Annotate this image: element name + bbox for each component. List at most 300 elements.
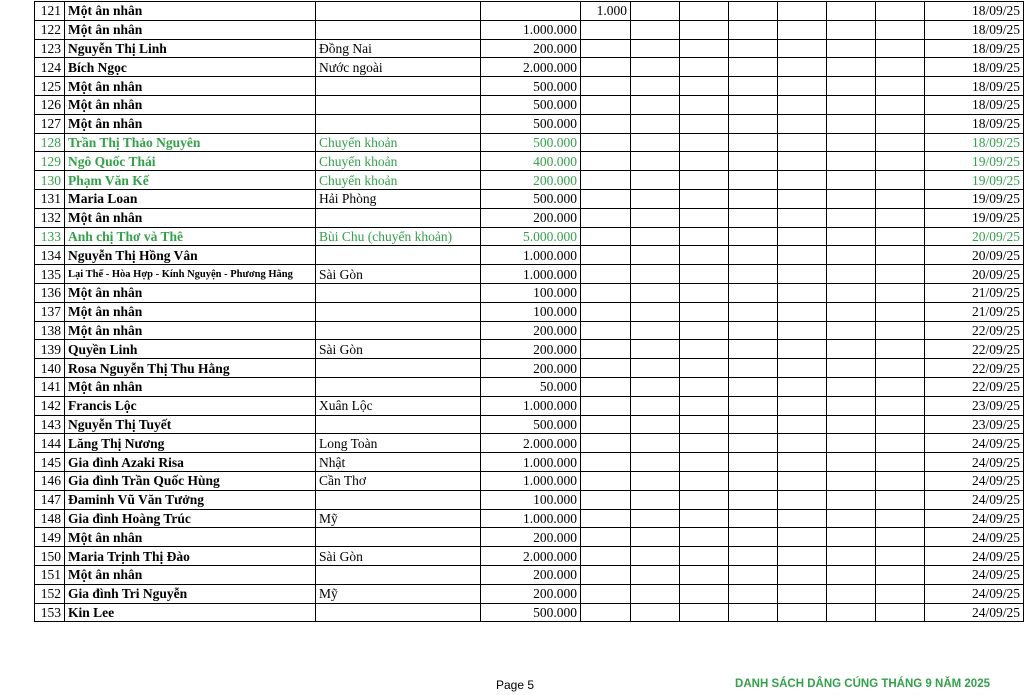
empty-cell <box>680 283 729 302</box>
empty-cell <box>778 246 827 265</box>
empty-cell <box>631 528 680 547</box>
row-number: 144 <box>35 434 65 453</box>
donation-date: 24/09/25 <box>925 490 1024 509</box>
empty-cell <box>827 302 876 321</box>
row-number: 130 <box>35 171 65 190</box>
empty-cell <box>680 603 729 622</box>
donation-date: 18/09/25 <box>925 58 1024 77</box>
amount-vnd: 1.000.000 <box>481 453 581 472</box>
empty-cell <box>631 95 680 114</box>
empty-cell <box>631 603 680 622</box>
donor-place: Cần Thơ <box>316 471 481 490</box>
donation-date: 20/09/25 <box>925 265 1024 284</box>
donor-name: Rosa Nguyễn Thị Thu Hằng <box>65 359 316 378</box>
empty-cell <box>631 396 680 415</box>
row-number: 125 <box>35 77 65 96</box>
row-number: 149 <box>35 528 65 547</box>
empty-cell <box>876 490 925 509</box>
row-number: 140 <box>35 359 65 378</box>
donor-place: Nước ngoài <box>316 58 481 77</box>
empty-cell <box>631 152 680 171</box>
empty-cell <box>680 95 729 114</box>
empty-cell <box>729 133 778 152</box>
donation-date: 24/09/25 <box>925 603 1024 622</box>
empty-cell <box>680 471 729 490</box>
donor-name: Maria Trịnh Thị Đào <box>65 547 316 566</box>
table-row <box>35 77 1024 96</box>
amount-other <box>581 208 631 227</box>
amount-other <box>581 528 631 547</box>
amount-other <box>581 20 631 39</box>
empty-cell <box>778 265 827 284</box>
empty-cell <box>876 171 925 190</box>
donation-date: 22/09/25 <box>925 321 1024 340</box>
empty-cell <box>778 227 827 246</box>
donor-place <box>316 246 481 265</box>
empty-cell <box>876 415 925 434</box>
empty-cell <box>778 208 827 227</box>
empty-cell <box>827 509 876 528</box>
donor-place: Hải Phòng <box>316 189 481 208</box>
row-number: 132 <box>35 208 65 227</box>
empty-cell <box>827 246 876 265</box>
empty-cell <box>729 453 778 472</box>
donation-date: 23/09/25 <box>925 396 1024 415</box>
table-row <box>35 189 1024 208</box>
empty-cell <box>827 39 876 58</box>
donor-place <box>316 603 481 622</box>
empty-cell <box>680 77 729 96</box>
empty-cell <box>729 396 778 415</box>
amount-vnd: 200.000 <box>481 208 581 227</box>
empty-cell <box>729 415 778 434</box>
empty-cell <box>827 152 876 171</box>
donor-name: Maria Loan <box>65 189 316 208</box>
amount-vnd: 200.000 <box>481 39 581 58</box>
empty-cell <box>876 340 925 359</box>
empty-cell <box>778 509 827 528</box>
empty-cell <box>680 2 729 21</box>
empty-cell <box>680 415 729 434</box>
donor-name: Francis Lộc <box>65 396 316 415</box>
empty-cell <box>680 434 729 453</box>
empty-cell <box>778 321 827 340</box>
amount-vnd: 100.000 <box>481 302 581 321</box>
table-row <box>35 246 1024 265</box>
row-number: 136 <box>35 283 65 302</box>
amount-other <box>581 39 631 58</box>
row-number: 147 <box>35 490 65 509</box>
donor-name: Một ân nhân <box>65 77 316 96</box>
empty-cell <box>876 152 925 171</box>
empty-cell <box>876 584 925 603</box>
empty-cell <box>778 58 827 77</box>
donor-name: Một ân nhân <box>65 377 316 396</box>
row-number: 148 <box>35 509 65 528</box>
empty-cell <box>778 152 827 171</box>
empty-cell <box>729 434 778 453</box>
amount-other <box>581 396 631 415</box>
donor-place <box>316 377 481 396</box>
empty-cell <box>827 547 876 566</box>
donor-place: Long Toàn <box>316 434 481 453</box>
row-number: 131 <box>35 189 65 208</box>
donor-place: Chuyển khoản <box>316 133 481 152</box>
empty-cell <box>778 603 827 622</box>
empty-cell <box>729 39 778 58</box>
empty-cell <box>778 302 827 321</box>
empty-cell <box>827 2 876 21</box>
donor-name: Gia đình Tri Nguyễn <box>65 584 316 603</box>
amount-other <box>581 584 631 603</box>
row-number: 142 <box>35 396 65 415</box>
empty-cell <box>631 265 680 284</box>
row-number: 138 <box>35 321 65 340</box>
empty-cell <box>631 114 680 133</box>
row-number: 150 <box>35 547 65 566</box>
table-row <box>35 114 1024 133</box>
table-row <box>35 321 1024 340</box>
amount-other <box>581 415 631 434</box>
empty-cell <box>827 208 876 227</box>
empty-cell <box>876 471 925 490</box>
donor-name: Trần Thị Thảo Nguyên <box>65 133 316 152</box>
empty-cell <box>631 584 680 603</box>
donor-name: Lại Thế - Hòa Hợp - Kính Nguyện - Phương Hằng <box>65 265 316 284</box>
donor-name: Một ân nhân <box>65 114 316 133</box>
row-number: 126 <box>35 95 65 114</box>
amount-other <box>581 340 631 359</box>
amount-vnd: 500.000 <box>481 77 581 96</box>
table-row <box>35 528 1024 547</box>
donation-date: 18/09/25 <box>925 20 1024 39</box>
amount-other <box>581 321 631 340</box>
empty-cell <box>778 396 827 415</box>
empty-cell <box>631 39 680 58</box>
empty-cell <box>778 189 827 208</box>
amount-other <box>581 302 631 321</box>
empty-cell <box>631 133 680 152</box>
empty-cell <box>876 509 925 528</box>
donor-name: Anh chị Thơ và Thê <box>65 227 316 246</box>
donor-name: Bích Ngọc <box>65 58 316 77</box>
donation-date: 24/09/25 <box>925 547 1024 566</box>
row-number: 146 <box>35 471 65 490</box>
donation-table <box>34 1 1024 622</box>
donor-name: Nguyễn Thị Tuyết <box>65 415 316 434</box>
row-number: 134 <box>35 246 65 265</box>
empty-cell <box>680 189 729 208</box>
donation-date: 18/09/25 <box>925 2 1024 21</box>
amount-vnd: 1.000.000 <box>481 509 581 528</box>
empty-cell <box>778 584 827 603</box>
table-row <box>35 547 1024 566</box>
donor-place: Sài Gòn <box>316 340 481 359</box>
empty-cell <box>729 58 778 77</box>
empty-cell <box>680 133 729 152</box>
table-row <box>35 265 1024 284</box>
donor-place: Chuyển khoản <box>316 152 481 171</box>
donor-place: Đồng Nai <box>316 39 481 58</box>
amount-other <box>581 227 631 246</box>
amount-other <box>581 547 631 566</box>
donation-date: 20/09/25 <box>925 227 1024 246</box>
empty-cell <box>729 189 778 208</box>
amount-other <box>581 453 631 472</box>
donation-date: 18/09/25 <box>925 77 1024 96</box>
donor-place: Mỹ <box>316 509 481 528</box>
amount-vnd: 1.000.000 <box>481 246 581 265</box>
table-row <box>35 208 1024 227</box>
empty-cell <box>680 453 729 472</box>
empty-cell <box>631 471 680 490</box>
empty-cell <box>729 95 778 114</box>
amount-other <box>581 603 631 622</box>
amount-other <box>581 565 631 584</box>
empty-cell <box>876 39 925 58</box>
empty-cell <box>680 246 729 265</box>
donation-date: 21/09/25 <box>925 283 1024 302</box>
table-row <box>35 490 1024 509</box>
empty-cell <box>778 77 827 96</box>
empty-cell <box>827 415 876 434</box>
table-row <box>35 20 1024 39</box>
empty-cell <box>827 565 876 584</box>
empty-cell <box>876 396 925 415</box>
empty-cell <box>631 58 680 77</box>
row-number: 145 <box>35 453 65 472</box>
empty-cell <box>827 58 876 77</box>
donor-name: Kin Lee <box>65 603 316 622</box>
empty-cell <box>778 415 827 434</box>
row-number: 129 <box>35 152 65 171</box>
empty-cell <box>729 2 778 21</box>
amount-other: 1.000 <box>581 2 631 21</box>
amount-vnd: 1.000.000 <box>481 265 581 284</box>
empty-cell <box>827 396 876 415</box>
amount-other <box>581 152 631 171</box>
row-number: 133 <box>35 227 65 246</box>
amount-vnd: 2.000.000 <box>481 58 581 77</box>
empty-cell <box>876 603 925 622</box>
empty-cell <box>631 321 680 340</box>
empty-cell <box>631 171 680 190</box>
amount-other <box>581 246 631 265</box>
empty-cell <box>778 39 827 58</box>
empty-cell <box>680 58 729 77</box>
amount-vnd: 100.000 <box>481 283 581 302</box>
table-row <box>35 39 1024 58</box>
donor-place <box>316 114 481 133</box>
empty-cell <box>876 77 925 96</box>
empty-cell <box>680 528 729 547</box>
empty-cell <box>876 189 925 208</box>
empty-cell <box>876 265 925 284</box>
amount-other <box>581 471 631 490</box>
empty-cell <box>631 359 680 378</box>
donor-place <box>316 302 481 321</box>
donor-name: Gia đình Trần Quốc Hùng <box>65 471 316 490</box>
donation-date: 19/09/25 <box>925 171 1024 190</box>
empty-cell <box>827 95 876 114</box>
amount-other <box>581 265 631 284</box>
empty-cell <box>778 359 827 378</box>
donation-date: 24/09/25 <box>925 565 1024 584</box>
empty-cell <box>876 528 925 547</box>
amount-vnd: 5.000.000 <box>481 227 581 246</box>
amount-vnd: 200.000 <box>481 340 581 359</box>
amount-other <box>581 171 631 190</box>
donor-place <box>316 321 481 340</box>
table-row <box>35 2 1024 21</box>
row-number: 135 <box>35 265 65 284</box>
empty-cell <box>631 246 680 265</box>
donor-name: Một ân nhân <box>65 95 316 114</box>
empty-cell <box>680 39 729 58</box>
amount-other <box>581 509 631 528</box>
amount-other <box>581 359 631 378</box>
empty-cell <box>631 227 680 246</box>
empty-cell <box>729 171 778 190</box>
donor-name: Một ân nhân <box>65 321 316 340</box>
amount-other <box>581 114 631 133</box>
empty-cell <box>827 359 876 378</box>
empty-cell <box>631 77 680 96</box>
empty-cell <box>827 584 876 603</box>
empty-cell <box>778 490 827 509</box>
donor-name: Một ân nhân <box>65 528 316 547</box>
empty-cell <box>778 565 827 584</box>
page-number: Page 5 <box>496 678 535 692</box>
empty-cell <box>876 2 925 21</box>
amount-vnd: 200.000 <box>481 584 581 603</box>
row-number: 143 <box>35 415 65 434</box>
empty-cell <box>729 265 778 284</box>
empty-cell <box>827 133 876 152</box>
donor-name: Một ân nhân <box>65 2 316 21</box>
empty-cell <box>778 20 827 39</box>
empty-cell <box>680 490 729 509</box>
empty-cell <box>778 547 827 566</box>
table-row <box>35 359 1024 378</box>
empty-cell <box>680 565 729 584</box>
empty-cell <box>827 321 876 340</box>
amount-vnd: 500.000 <box>481 133 581 152</box>
donation-date: 24/09/25 <box>925 471 1024 490</box>
donor-place <box>316 95 481 114</box>
donor-place <box>316 490 481 509</box>
empty-cell <box>827 227 876 246</box>
amount-vnd <box>481 2 581 21</box>
donation-table-body <box>35 2 1024 622</box>
donor-name: Nguyễn Thị Linh <box>65 39 316 58</box>
amount-other <box>581 133 631 152</box>
row-number: 151 <box>35 565 65 584</box>
empty-cell <box>729 302 778 321</box>
empty-cell <box>876 58 925 77</box>
empty-cell <box>827 265 876 284</box>
table-row <box>35 302 1024 321</box>
donor-name: Ngô Quốc Thái <box>65 152 316 171</box>
empty-cell <box>631 377 680 396</box>
donor-name: Một ân nhân <box>65 565 316 584</box>
row-number: 124 <box>35 58 65 77</box>
donation-date: 24/09/25 <box>925 528 1024 547</box>
donation-date: 19/09/25 <box>925 152 1024 171</box>
empty-cell <box>827 490 876 509</box>
amount-vnd: 50.000 <box>481 377 581 396</box>
empty-cell <box>631 20 680 39</box>
table-row <box>35 171 1024 190</box>
empty-cell <box>876 321 925 340</box>
donor-name: Nguyễn Thị Hồng Vân <box>65 246 316 265</box>
empty-cell <box>729 227 778 246</box>
amount-vnd: 2.000.000 <box>481 434 581 453</box>
empty-cell <box>729 565 778 584</box>
empty-cell <box>729 584 778 603</box>
empty-cell <box>631 547 680 566</box>
amount-vnd: 500.000 <box>481 603 581 622</box>
empty-cell <box>631 283 680 302</box>
donor-place: Chuyển khoản <box>316 171 481 190</box>
donor-name: Một ân nhân <box>65 208 316 227</box>
empty-cell <box>876 547 925 566</box>
empty-cell <box>778 171 827 190</box>
empty-cell <box>729 603 778 622</box>
empty-cell <box>827 189 876 208</box>
empty-cell <box>827 77 876 96</box>
amount-vnd: 200.000 <box>481 321 581 340</box>
empty-cell <box>827 114 876 133</box>
amount-other <box>581 95 631 114</box>
empty-cell <box>876 114 925 133</box>
donor-name: Quyền Linh <box>65 340 316 359</box>
empty-cell <box>631 208 680 227</box>
amount-other <box>581 283 631 302</box>
empty-cell <box>631 434 680 453</box>
empty-cell <box>680 114 729 133</box>
table-row <box>35 377 1024 396</box>
empty-cell <box>729 114 778 133</box>
empty-cell <box>876 434 925 453</box>
empty-cell <box>827 453 876 472</box>
amount-vnd: 200.000 <box>481 171 581 190</box>
amount-vnd: 500.000 <box>481 95 581 114</box>
empty-cell <box>729 377 778 396</box>
empty-cell <box>729 471 778 490</box>
empty-cell <box>729 246 778 265</box>
empty-cell <box>827 20 876 39</box>
donation-date: 18/09/25 <box>925 114 1024 133</box>
donation-date: 22/09/25 <box>925 340 1024 359</box>
empty-cell <box>631 415 680 434</box>
empty-cell <box>680 227 729 246</box>
row-number: 153 <box>35 603 65 622</box>
table-row <box>35 603 1024 622</box>
donor-place: Sài Gòn <box>316 547 481 566</box>
empty-cell <box>778 528 827 547</box>
empty-cell <box>631 453 680 472</box>
donation-date: 19/09/25 <box>925 189 1024 208</box>
empty-cell <box>680 396 729 415</box>
empty-cell <box>876 95 925 114</box>
empty-cell <box>876 377 925 396</box>
empty-cell <box>631 565 680 584</box>
empty-cell <box>827 283 876 302</box>
empty-cell <box>876 208 925 227</box>
amount-vnd: 200.000 <box>481 528 581 547</box>
table-row <box>35 283 1024 302</box>
